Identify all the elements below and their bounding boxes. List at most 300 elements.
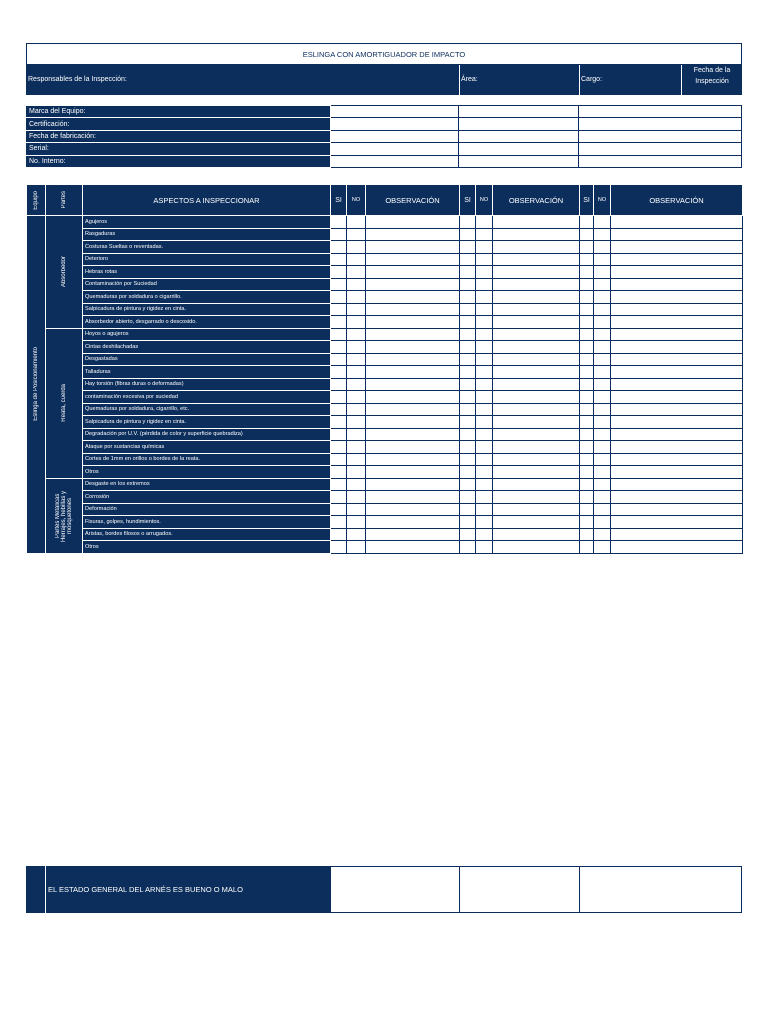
si-check[interactable] (460, 541, 476, 554)
si-check[interactable] (460, 478, 476, 491)
si-check[interactable] (580, 316, 594, 329)
no-check[interactable] (594, 441, 611, 454)
no-check[interactable] (594, 466, 611, 479)
no-check[interactable] (594, 241, 611, 254)
inspection-row (27, 328, 743, 341)
si-check[interactable] (331, 441, 347, 454)
no-check[interactable] (347, 491, 366, 504)
no-check[interactable] (594, 216, 611, 229)
info-value-cell[interactable] (579, 143, 742, 155)
si-check[interactable] (460, 253, 476, 266)
inspection-row (27, 341, 743, 354)
observation-input[interactable] (366, 253, 460, 266)
no-check[interactable] (347, 366, 366, 379)
no-check[interactable] (594, 253, 611, 266)
inspection-item: Desgastadas (83, 353, 331, 366)
observation-input[interactable] (366, 278, 460, 291)
fecha-label: Fecha de la Inspección (693, 67, 731, 85)
si-check[interactable] (331, 266, 347, 279)
no-check[interactable] (347, 303, 366, 316)
info-value-cell[interactable] (579, 130, 742, 142)
si-check[interactable] (580, 228, 594, 241)
inspection-item: Talladuras (83, 366, 331, 379)
info-value-cell[interactable] (459, 106, 579, 118)
observation-input[interactable] (366, 528, 460, 541)
no-check[interactable] (476, 253, 493, 266)
info-value-cell[interactable] (330, 106, 459, 118)
si-check[interactable] (331, 466, 347, 479)
si-check[interactable] (580, 453, 594, 466)
observation-input[interactable] (366, 266, 460, 279)
no-check[interactable] (594, 366, 611, 379)
no-check[interactable] (347, 228, 366, 241)
col-observacion-3: OBSERVACIÓN (611, 185, 743, 216)
no-check[interactable] (594, 378, 611, 391)
si-check[interactable] (460, 516, 476, 529)
observation-input[interactable] (493, 316, 580, 329)
observation-input[interactable] (366, 428, 460, 441)
no-check[interactable] (347, 278, 366, 291)
observation-input[interactable] (611, 503, 743, 516)
observation-input[interactable] (366, 441, 460, 454)
si-check[interactable] (580, 428, 594, 441)
no-check[interactable] (594, 516, 611, 529)
observation-input[interactable] (366, 416, 460, 429)
inspection-item: contaminación excesiva por suciedad (83, 391, 331, 404)
observation-input[interactable] (493, 466, 580, 479)
observation-input[interactable] (611, 391, 743, 404)
info-value-cell[interactable] (330, 130, 459, 142)
si-check[interactable] (331, 303, 347, 316)
no-check[interactable] (476, 428, 493, 441)
info-row (27, 106, 742, 118)
info-label: Fecha de fabricación: (27, 130, 331, 142)
observation-input[interactable] (611, 403, 743, 416)
observation-input[interactable] (611, 241, 743, 254)
si-check[interactable] (580, 503, 594, 516)
no-check[interactable] (476, 316, 493, 329)
observation-input[interactable] (366, 466, 460, 479)
footer-cell-1[interactable] (330, 866, 460, 913)
si-check[interactable] (580, 278, 594, 291)
si-check[interactable] (331, 291, 347, 304)
observation-input[interactable] (366, 491, 460, 504)
si-check[interactable] (331, 403, 347, 416)
si-check[interactable] (460, 441, 476, 454)
no-check[interactable] (476, 353, 493, 366)
si-check[interactable] (331, 428, 347, 441)
si-check[interactable] (580, 291, 594, 304)
no-check[interactable] (476, 291, 493, 304)
no-check[interactable] (594, 453, 611, 466)
si-check[interactable] (460, 228, 476, 241)
si-check[interactable] (460, 328, 476, 341)
si-check[interactable] (460, 366, 476, 379)
no-check[interactable] (476, 491, 493, 504)
observation-input[interactable] (493, 391, 580, 404)
observation-input[interactable] (493, 541, 580, 554)
inspection-item: Salpicadura de pintura y rigidez en cinta. (83, 416, 331, 429)
observation-input[interactable] (366, 341, 460, 354)
observation-input[interactable] (493, 503, 580, 516)
observation-input[interactable] (611, 303, 743, 316)
info-value-cell[interactable] (459, 118, 579, 130)
no-check[interactable] (347, 503, 366, 516)
no-check[interactable] (476, 241, 493, 254)
si-check[interactable] (331, 216, 347, 229)
no-check[interactable] (347, 216, 366, 229)
si-check[interactable] (331, 353, 347, 366)
no-check[interactable] (347, 466, 366, 479)
no-check[interactable] (476, 403, 493, 416)
si-check[interactable] (460, 241, 476, 254)
si-check[interactable] (580, 541, 594, 554)
info-label: No. Interno: (27, 155, 331, 167)
info-value-cell[interactable] (330, 143, 459, 155)
no-check[interactable] (594, 391, 611, 404)
observation-input[interactable] (493, 266, 580, 279)
observation-input[interactable] (493, 228, 580, 241)
no-check[interactable] (347, 341, 366, 354)
no-check[interactable] (594, 278, 611, 291)
si-check[interactable] (580, 478, 594, 491)
no-check[interactable] (476, 416, 493, 429)
observation-input[interactable] (493, 278, 580, 291)
si-check[interactable] (580, 341, 594, 354)
observation-input[interactable] (493, 403, 580, 416)
form-title: ESLINGA CON AMORTIGUADOR DE IMPACTO (302, 49, 466, 59)
si-check[interactable] (580, 303, 594, 316)
no-check[interactable] (476, 541, 493, 554)
no-check[interactable] (347, 353, 366, 366)
observation-input[interactable] (366, 516, 460, 529)
si-check[interactable] (580, 441, 594, 454)
si-check[interactable] (331, 228, 347, 241)
info-label: Serial: (27, 143, 331, 155)
si-check[interactable] (331, 391, 347, 404)
observation-input[interactable] (366, 216, 460, 229)
observation-input[interactable] (611, 353, 743, 366)
inspection-row (27, 353, 743, 366)
no-check[interactable] (347, 403, 366, 416)
footer-cell-3[interactable] (579, 866, 742, 913)
header-row (26, 65, 742, 95)
no-check[interactable] (594, 478, 611, 491)
observation-input[interactable] (493, 341, 580, 354)
si-check[interactable] (331, 453, 347, 466)
col-si-3: SI (580, 185, 594, 216)
observation-input[interactable] (493, 291, 580, 304)
observation-input[interactable] (366, 303, 460, 316)
no-check[interactable] (347, 428, 366, 441)
cargo-label: Cargo: (581, 76, 603, 83)
si-check[interactable] (331, 478, 347, 491)
no-check[interactable] (476, 216, 493, 229)
no-check[interactable] (594, 266, 611, 279)
si-check[interactable] (331, 503, 347, 516)
no-check[interactable] (594, 416, 611, 429)
no-check[interactable] (476, 366, 493, 379)
inspection-item: Quemaduras por soldadura, cigarrillo, etc. (83, 403, 331, 416)
si-check[interactable] (460, 291, 476, 304)
no-check[interactable] (476, 516, 493, 529)
observation-input[interactable] (611, 441, 743, 454)
observation-input[interactable] (611, 316, 743, 329)
col-equipo: Equipo (27, 185, 46, 216)
no-check[interactable] (347, 516, 366, 529)
si-check[interactable] (580, 466, 594, 479)
observation-input[interactable] (366, 541, 460, 554)
observation-input[interactable] (611, 516, 743, 529)
inspection-item: Hebras rotas (83, 266, 331, 279)
observation-input[interactable] (493, 478, 580, 491)
footer-cell-2[interactable] (459, 866, 580, 913)
no-check[interactable] (476, 528, 493, 541)
observation-input[interactable] (366, 378, 460, 391)
no-check[interactable] (594, 316, 611, 329)
no-check[interactable] (347, 528, 366, 541)
observation-input[interactable] (611, 528, 743, 541)
part-name-cell: Partes Metálicas Herrajes, hebillas y mosquetones (46, 478, 83, 553)
part-name-cell: Reata, cuerda (46, 328, 83, 478)
no-check[interactable] (594, 328, 611, 341)
no-check[interactable] (476, 441, 493, 454)
no-check[interactable] (594, 303, 611, 316)
no-check[interactable] (594, 428, 611, 441)
si-check[interactable] (580, 491, 594, 504)
observation-input[interactable] (493, 366, 580, 379)
observation-input[interactable] (366, 291, 460, 304)
no-check[interactable] (594, 228, 611, 241)
no-check[interactable] (594, 503, 611, 516)
observation-input[interactable] (366, 241, 460, 254)
observation-input[interactable] (611, 428, 743, 441)
si-check[interactable] (460, 266, 476, 279)
no-check[interactable] (476, 303, 493, 316)
no-check[interactable] (476, 228, 493, 241)
no-check[interactable] (594, 341, 611, 354)
observation-input[interactable] (366, 391, 460, 404)
no-check[interactable] (347, 391, 366, 404)
no-check[interactable] (476, 391, 493, 404)
observation-input[interactable] (611, 478, 743, 491)
si-check[interactable] (580, 416, 594, 429)
si-check[interactable] (580, 328, 594, 341)
observation-input[interactable] (611, 453, 743, 466)
observation-input[interactable] (493, 516, 580, 529)
si-check[interactable] (460, 378, 476, 391)
no-check[interactable] (594, 491, 611, 504)
observation-input[interactable] (493, 303, 580, 316)
si-check[interactable] (580, 241, 594, 254)
si-check[interactable] (580, 403, 594, 416)
observation-input[interactable] (611, 228, 743, 241)
si-check[interactable] (331, 341, 347, 354)
observation-input[interactable] (611, 341, 743, 354)
si-check[interactable] (580, 366, 594, 379)
inspection-item: Costuras Sueltas o reventadas. (83, 241, 331, 254)
observation-input[interactable] (366, 453, 460, 466)
no-check[interactable] (594, 528, 611, 541)
observation-input[interactable] (366, 353, 460, 366)
si-check[interactable] (580, 266, 594, 279)
inspection-row (27, 478, 743, 491)
si-check[interactable] (460, 528, 476, 541)
no-check[interactable] (347, 453, 366, 466)
observation-input[interactable] (366, 328, 460, 341)
si-check[interactable] (331, 516, 347, 529)
observation-input[interactable] (366, 403, 460, 416)
no-check[interactable] (476, 341, 493, 354)
info-value-cell[interactable] (459, 130, 579, 142)
observation-input[interactable] (493, 428, 580, 441)
no-check[interactable] (347, 441, 366, 454)
col-observacion-2: OBSERVACIÓN (493, 185, 580, 216)
si-check[interactable] (460, 466, 476, 479)
observation-input[interactable] (611, 541, 743, 554)
observation-input[interactable] (611, 491, 743, 504)
no-check[interactable] (476, 503, 493, 516)
si-check[interactable] (331, 278, 347, 291)
inspection-item: Contaminación por Suciedad (83, 278, 331, 291)
observation-input[interactable] (493, 528, 580, 541)
si-check[interactable] (331, 366, 347, 379)
no-check[interactable] (476, 328, 493, 341)
no-check[interactable] (347, 291, 366, 304)
col-no-2: NO (476, 185, 493, 216)
no-check[interactable] (594, 353, 611, 366)
observation-input[interactable] (366, 478, 460, 491)
no-check[interactable] (347, 328, 366, 341)
si-check[interactable] (580, 516, 594, 529)
si-check[interactable] (460, 503, 476, 516)
si-check[interactable] (331, 241, 347, 254)
col-aspectos: ASPECTOS A INSPECCIONAR (83, 185, 331, 216)
observation-input[interactable] (493, 253, 580, 266)
info-value-cell[interactable] (459, 155, 579, 167)
info-value-cell[interactable] (579, 118, 742, 130)
area-label: Área: (461, 76, 478, 83)
no-check[interactable] (347, 241, 366, 254)
no-check[interactable] (347, 266, 366, 279)
no-check[interactable] (594, 541, 611, 554)
si-check[interactable] (460, 416, 476, 429)
si-check[interactable] (580, 378, 594, 391)
inspection-row (27, 266, 743, 279)
observation-input[interactable] (611, 216, 743, 229)
si-check[interactable] (460, 303, 476, 316)
observation-input[interactable] (493, 441, 580, 454)
si-check[interactable] (580, 391, 594, 404)
observation-input[interactable] (611, 378, 743, 391)
si-check[interactable] (331, 253, 347, 266)
inspection-item: Agujeros (83, 216, 331, 229)
si-check[interactable] (331, 378, 347, 391)
info-value-cell[interactable] (579, 106, 742, 118)
si-check[interactable] (460, 403, 476, 416)
si-check[interactable] (460, 428, 476, 441)
si-check[interactable] (460, 278, 476, 291)
si-check[interactable] (331, 491, 347, 504)
observation-input[interactable] (493, 453, 580, 466)
no-check[interactable] (476, 453, 493, 466)
observation-input[interactable] (493, 416, 580, 429)
si-check[interactable] (331, 316, 347, 329)
inspection-item: Otros (83, 466, 331, 479)
observation-input[interactable] (611, 416, 743, 429)
si-check[interactable] (331, 416, 347, 429)
observation-input[interactable] (493, 328, 580, 341)
no-check[interactable] (476, 466, 493, 479)
observation-input[interactable] (493, 216, 580, 229)
observation-input[interactable] (611, 366, 743, 379)
observation-input[interactable] (611, 266, 743, 279)
si-check[interactable] (580, 353, 594, 366)
observation-input[interactable] (493, 491, 580, 504)
observation-input[interactable] (366, 316, 460, 329)
no-check[interactable] (594, 403, 611, 416)
observation-input[interactable] (611, 466, 743, 479)
observation-input[interactable] (366, 503, 460, 516)
no-check[interactable] (476, 278, 493, 291)
si-check[interactable] (460, 391, 476, 404)
no-check[interactable] (594, 291, 611, 304)
no-check[interactable] (476, 478, 493, 491)
responsables-label: Responsables de la Inspección: (28, 76, 127, 83)
si-check[interactable] (331, 528, 347, 541)
si-check[interactable] (460, 353, 476, 366)
info-row (27, 130, 742, 142)
observation-input[interactable] (611, 328, 743, 341)
no-check[interactable] (347, 478, 366, 491)
no-check[interactable] (476, 378, 493, 391)
observation-input[interactable] (493, 353, 580, 366)
si-check[interactable] (460, 216, 476, 229)
info-label: Certificación: (27, 118, 331, 130)
si-check[interactable] (460, 491, 476, 504)
no-check[interactable] (347, 316, 366, 329)
no-check[interactable] (347, 416, 366, 429)
observation-input[interactable] (611, 278, 743, 291)
no-check[interactable] (347, 541, 366, 554)
observation-input[interactable] (493, 378, 580, 391)
no-check[interactable] (347, 253, 366, 266)
info-value-cell[interactable] (330, 155, 459, 167)
si-check[interactable] (580, 528, 594, 541)
inspection-row (27, 453, 743, 466)
inspection-row (27, 303, 743, 316)
no-check[interactable] (476, 266, 493, 279)
info-row (27, 155, 742, 167)
inspection-row (27, 228, 743, 241)
si-check[interactable] (331, 328, 347, 341)
si-check[interactable] (460, 453, 476, 466)
no-check[interactable] (347, 378, 366, 391)
si-check[interactable] (460, 316, 476, 329)
info-value-cell[interactable] (330, 118, 459, 130)
info-value-cell[interactable] (579, 155, 742, 167)
si-check[interactable] (460, 341, 476, 354)
si-check[interactable] (580, 216, 594, 229)
observation-input[interactable] (611, 253, 743, 266)
observation-input[interactable] (366, 228, 460, 241)
si-check[interactable] (580, 253, 594, 266)
observation-input[interactable] (611, 291, 743, 304)
observation-input[interactable] (493, 241, 580, 254)
observation-input[interactable] (366, 366, 460, 379)
si-check[interactable] (331, 541, 347, 554)
info-value-cell[interactable] (459, 143, 579, 155)
